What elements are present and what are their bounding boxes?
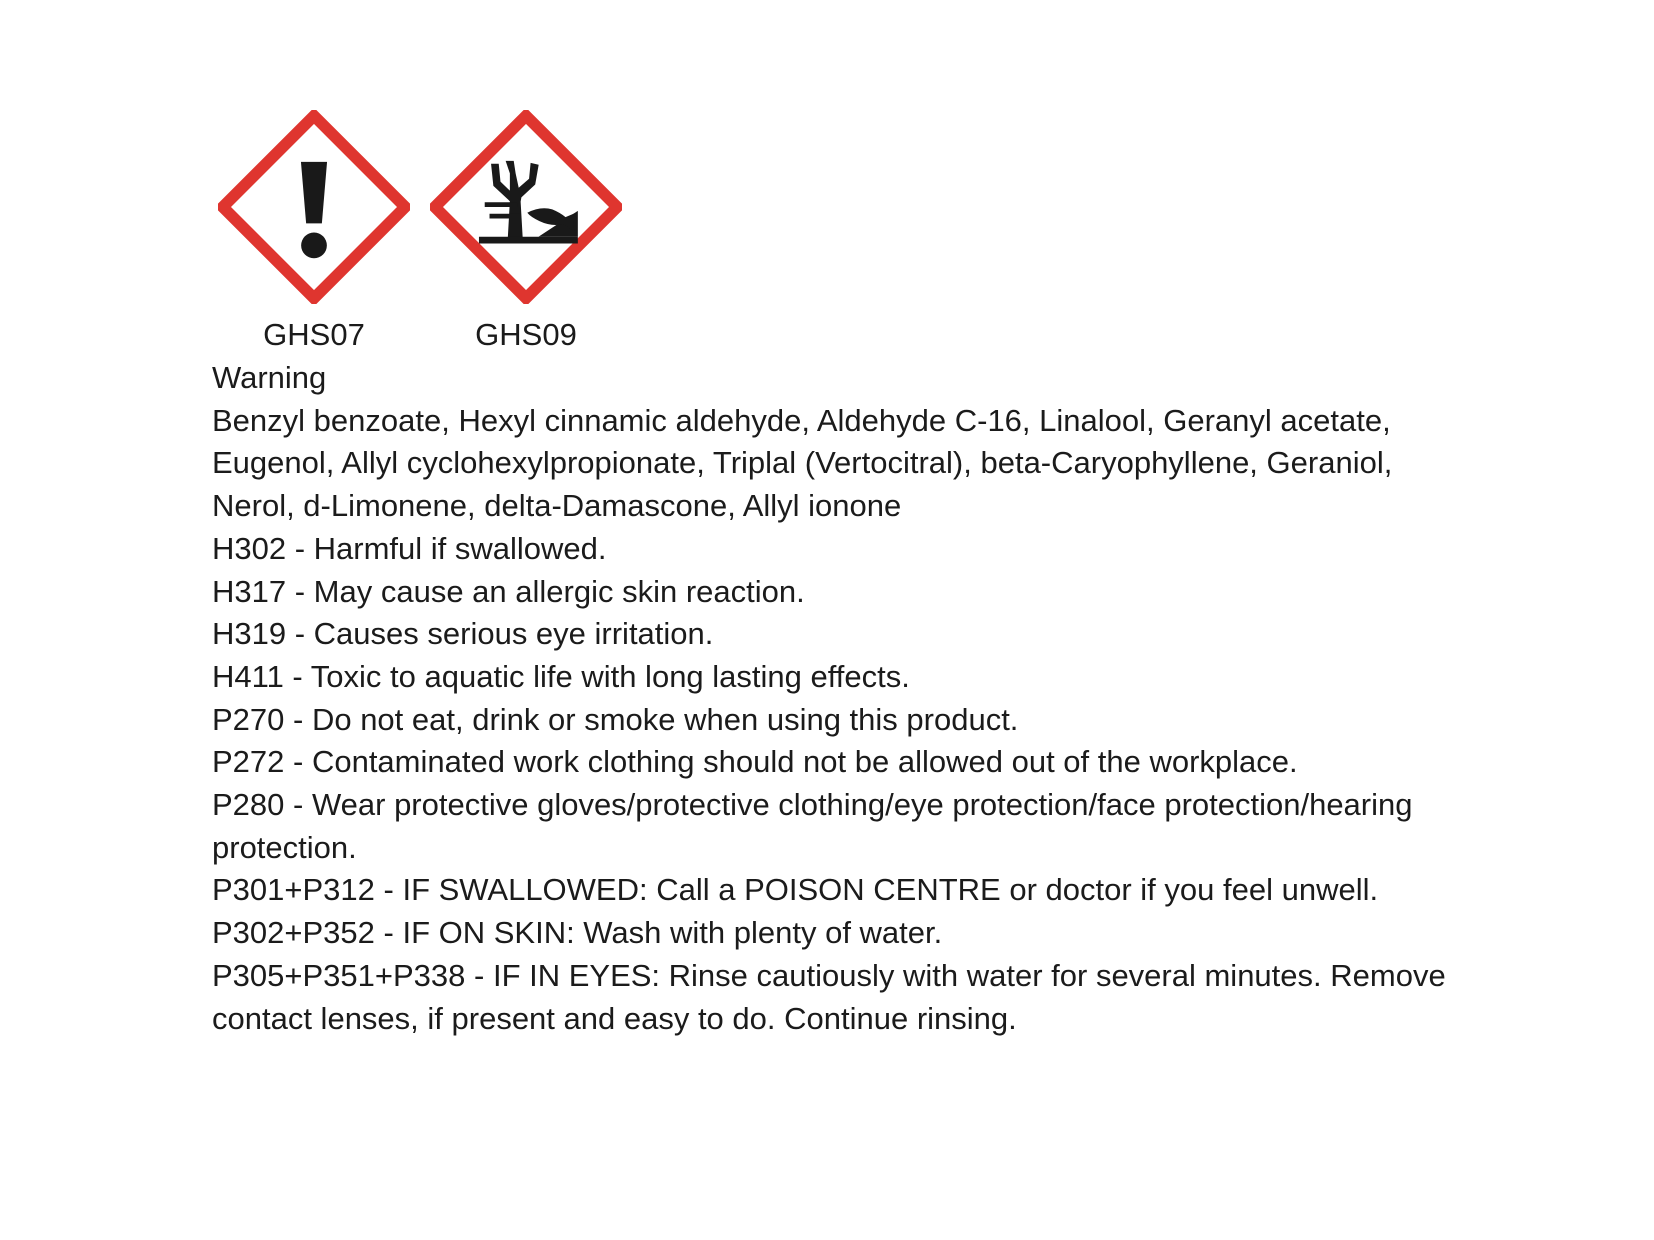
statement-line: P302+P352 - IF ON SKIN: Wash with plenty of water. xyxy=(212,915,943,951)
statement-line: H319 - Causes serious eye irritation. xyxy=(212,616,714,652)
statement-line: P270 - Do not eat, drink or smoke when using this product. xyxy=(212,701,1019,737)
statement-line: protection. xyxy=(212,829,357,865)
statement-line: P301+P312 - IF SWALLOWED: Call a POISON CENTRE or doctor if you feel unwell. xyxy=(212,872,1379,908)
statement-line: H411 - Toxic to aquatic life with long lasting effects. xyxy=(212,658,910,694)
statement-line: Benzyl benzoate, Hexyl cinnamic aldehyde, Aldehyde C-16, Linalool, Geranyl acetate, xyxy=(212,402,1391,438)
statement-line: H302 - Harmful if swallowed. xyxy=(212,530,607,566)
statement-line: contact lenses, if present and easy to do. Continue rinsing. xyxy=(212,1000,1017,1036)
signal-word: Warning xyxy=(212,360,327,395)
environmental-hazard-icon xyxy=(430,110,622,304)
pictogram-code-label: GHS07 xyxy=(263,317,365,352)
pictogram-ghs09 xyxy=(430,110,622,353)
statement-line: Eugenol, Allyl cyclohexylpropionate, Triplal (Vertocitral), beta-Caryophyllene, Geraniol, xyxy=(212,445,1393,481)
statement-line: P280 - Wear protective gloves/protective clothing/eye protection/face protection/hearing xyxy=(212,787,1413,823)
statement-line: Nerol, d-Limonene, delta-Damascone, Allyl ionone xyxy=(212,488,902,524)
statement-line: P305+P351+P338 - IF IN EYES: Rinse cautiously with water for several minutes. Remove xyxy=(212,957,1446,993)
exclamation-mark-icon xyxy=(218,110,410,304)
pictogram-code-label: GHS09 xyxy=(475,317,577,352)
hazard-statements-block xyxy=(212,357,1472,1040)
statement-lines xyxy=(212,400,1472,1041)
statement-line: P272 - Contaminated work clothing should not be allowed out of the workplace. xyxy=(212,744,1298,780)
statement-line: H317 - May cause an allergic skin reaction. xyxy=(212,573,805,609)
pictogram-ghs07 xyxy=(218,110,410,353)
